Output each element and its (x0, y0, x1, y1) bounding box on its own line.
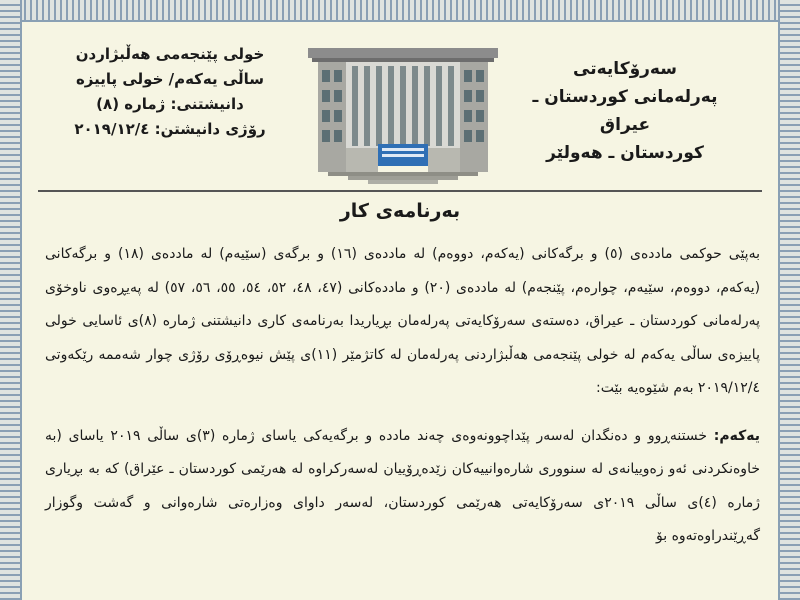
parliament-building-logo (308, 48, 498, 188)
decorative-border-top (0, 0, 800, 22)
decorative-border-left (0, 0, 22, 600)
header-institution (510, 55, 740, 167)
intro-paragraph: بەپێی حوکمی ماددەی (٥) و برگەکانی (یەکەم، دووەم) لە ماددەی (١٦) و برگەی (سێیەم) لە ماددەی (١٨) و برگەکانی (یەکەم، دووەم، سێیەم، چوارەم، پێنجەم) لە ماددەی (٢٠) و ماددەکانی (٤٧، ٤٨، ٥٢، ٥٤، ٥٥، ٥٦، ٥٧) لە پەیڕەوی ناوخۆی پەرلەمانی کوردستان ـ عیراق، دەستەی سەرۆکایەتی پەرلەمان بڕیاریدا بەرنامەی کاری دانیشتنی ژمارە (٨)ی ئاسایی خولی پاییزەی ساڵی یەکەم لە خولی پێنجەمی هەڵبژاردنی پەرلەمان لە کاتژمێر (١١)ی پێش نیوەڕۆی رۆژی چوار شەممە رێکەوتی ٢٠١٩/١٢/٤ بەم شێوەیە بێت: (45, 246, 761, 396)
header-left-line-1: خولی پێنجەمی هەڵبژاردن (75, 45, 265, 63)
header-left-line-3: دانیشتنی: ژمارە (٨) (96, 95, 244, 113)
agenda-item-1-text: خستنەڕوو و دەنگدان لەسەر پێداچوونەوەی چەند ماددە و برگەیەکی یاسای ژمارە (٣)ی ساڵی ٢٠١٩ یاسای (بە خاوەنکردنی ئەو زەوییانەی لە سنووری شارەوانییەکان زێدەڕۆییان لەسەرکراوە لە هەرێمی کوردستان ـ عێراق) کە بە بڕیاری ژمارە (٤)ی ساڵی ٢٠١٩ی سەرۆکایەتی هەرێمی کوردستان، لەسەر داوای وەزارەتی شارەوانی و گەشت وگوزار گەڕێندراوەتەوە بۆ (45, 427, 760, 544)
agenda-item-1 (45, 420, 760, 554)
agenda-item-1-label: یەکەم: (713, 427, 760, 444)
header-left-line-4: رۆژی دانیشتن: ٢٠١٩/١٢/٤ (74, 120, 266, 138)
header-right-line-3: کوردستان ـ هەولێر (546, 143, 704, 163)
header-left-line-2: ساڵی یەکەم/ خولی پاییزە (75, 70, 265, 88)
header-right-line-1: سەرۆکایەتی (573, 59, 677, 79)
header-right-line-2: پەرلەمانی کوردستان ـ عیراق (532, 87, 718, 135)
document-title: بەرنامەی کار (339, 200, 461, 222)
document-body (45, 238, 760, 554)
header-divider (38, 190, 762, 192)
header-session-info (60, 42, 280, 142)
decorative-border-right (778, 0, 800, 600)
